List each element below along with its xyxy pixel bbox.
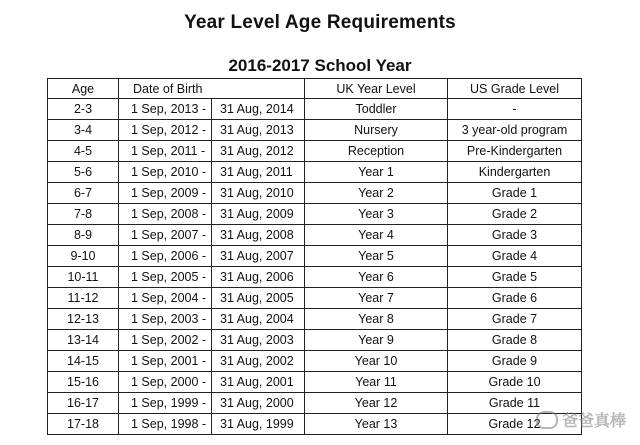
table-row [48, 141, 582, 162]
dob-to-cell: 31 Aug, 2000 [212, 393, 305, 414]
age-cell: 2-3 [48, 99, 119, 120]
us-grade-cell: Grade 7 [448, 309, 582, 330]
table-row [48, 225, 582, 246]
us-grade-cell: Grade 4 [448, 246, 582, 267]
uk-level-cell: Year 4 [305, 225, 448, 246]
age-cell: 10-11 [48, 267, 119, 288]
table-row [48, 309, 582, 330]
dob-from-cell: 1 Sep, 2008 - [119, 204, 212, 225]
dob-to-cell: 31 Aug, 1999 [212, 414, 305, 435]
age-cell: 3-4 [48, 120, 119, 141]
uk-level-cell: Year 10 [305, 351, 448, 372]
page-subtitle: 2016-2017 School Year [228, 56, 412, 75]
us-grade-cell: Grade 10 [448, 372, 582, 393]
age-cell: 5-6 [48, 162, 119, 183]
uk-level-cell: Year 12 [305, 393, 448, 414]
dob-from-cell: 1 Sep, 2005 - [119, 267, 212, 288]
uk-level-cell: Year 2 [305, 183, 448, 204]
dob-to-cell: 31 Aug, 2001 [212, 372, 305, 393]
table-row [48, 267, 582, 288]
age-cell: 14-15 [48, 351, 119, 372]
header-uk-year-level: UK Year Level [305, 79, 448, 99]
table-body [48, 99, 582, 435]
table-row [48, 414, 582, 435]
uk-level-cell: Year 3 [305, 204, 448, 225]
us-grade-cell: Grade 11 [448, 393, 582, 414]
us-grade-cell: Grade 9 [448, 351, 582, 372]
dob-to-cell: 31 Aug, 2009 [212, 204, 305, 225]
uk-level-cell: Year 1 [305, 162, 448, 183]
age-cell: 13-14 [48, 330, 119, 351]
uk-level-cell: Nursery [305, 120, 448, 141]
header-age: Age [48, 79, 119, 99]
dob-from-cell: 1 Sep, 2000 - [119, 372, 212, 393]
dob-to-cell: 31 Aug, 2012 [212, 141, 305, 162]
table-row [48, 162, 582, 183]
us-grade-cell: Pre-Kindergarten [448, 141, 582, 162]
table-row [48, 99, 582, 120]
table-row [48, 372, 582, 393]
wechat-icon [536, 411, 558, 429]
dob-to-cell: 31 Aug, 2013 [212, 120, 305, 141]
header-us-grade-level: US Grade Level [448, 79, 582, 99]
us-grade-cell: Grade 8 [448, 330, 582, 351]
dob-to-cell: 31 Aug, 2004 [212, 309, 305, 330]
us-grade-cell: Grade 3 [448, 225, 582, 246]
us-grade-cell: Grade 5 [448, 267, 582, 288]
dob-from-cell: 1 Sep, 2009 - [119, 183, 212, 204]
page-title: Year Level Age Requirements [184, 12, 456, 33]
uk-level-cell: Year 9 [305, 330, 448, 351]
dob-to-cell: 31 Aug, 2008 [212, 225, 305, 246]
uk-level-cell: Year 8 [305, 309, 448, 330]
dob-to-cell: 31 Aug, 2007 [212, 246, 305, 267]
dob-to-cell: 31 Aug, 2011 [212, 162, 305, 183]
us-grade-cell: Grade 6 [448, 288, 582, 309]
dob-from-cell: 1 Sep, 2013 - [119, 99, 212, 120]
age-cell: 9-10 [48, 246, 119, 267]
dob-from-cell: 1 Sep, 1998 - [119, 414, 212, 435]
uk-level-cell: Year 6 [305, 267, 448, 288]
table-row [48, 288, 582, 309]
table-row [48, 393, 582, 414]
us-grade-cell: 3 year-old program [448, 120, 582, 141]
table-row [48, 204, 582, 225]
dob-to-cell: 31 Aug, 2005 [212, 288, 305, 309]
age-cell: 7-8 [48, 204, 119, 225]
dob-to-cell: 31 Aug, 2014 [212, 99, 305, 120]
us-grade-cell: Grade 2 [448, 204, 582, 225]
uk-level-cell: Toddler [305, 99, 448, 120]
uk-level-cell: Year 7 [305, 288, 448, 309]
dob-from-cell: 1 Sep, 2004 - [119, 288, 212, 309]
dob-from-cell: 1 Sep, 2003 - [119, 309, 212, 330]
age-cell: 17-18 [48, 414, 119, 435]
dob-to-cell: 31 Aug, 2002 [212, 351, 305, 372]
watermark [536, 408, 626, 431]
age-cell: 8-9 [48, 225, 119, 246]
dob-from-cell: 1 Sep, 2006 - [119, 246, 212, 267]
table-row [48, 351, 582, 372]
uk-level-cell: Year 5 [305, 246, 448, 267]
age-cell: 15-16 [48, 372, 119, 393]
dob-from-cell: 1 Sep, 2012 - [119, 120, 212, 141]
watermark-text: 爸爸真棒 [561, 413, 626, 430]
age-requirements-table [47, 78, 582, 435]
dob-from-cell: 1 Sep, 2010 - [119, 162, 212, 183]
table-row [48, 183, 582, 204]
age-cell: 6-7 [48, 183, 119, 204]
age-cell: 16-17 [48, 393, 119, 414]
table-row [48, 330, 582, 351]
table-row [48, 246, 582, 267]
header-date-of-birth: Date of Birth [119, 79, 305, 99]
dob-from-cell: 1 Sep, 1999 - [119, 393, 212, 414]
dob-from-cell: 1 Sep, 2007 - [119, 225, 212, 246]
uk-level-cell: Year 11 [305, 372, 448, 393]
uk-level-cell: Year 13 [305, 414, 448, 435]
uk-level-cell: Reception [305, 141, 448, 162]
us-grade-cell: - [448, 99, 582, 120]
age-cell: 12-13 [48, 309, 119, 330]
us-grade-cell: Kindergarten [448, 162, 582, 183]
age-cell: 4-5 [48, 141, 119, 162]
dob-from-cell: 1 Sep, 2001 - [119, 351, 212, 372]
dob-to-cell: 31 Aug, 2003 [212, 330, 305, 351]
age-cell: 11-12 [48, 288, 119, 309]
dob-to-cell: 31 Aug, 2010 [212, 183, 305, 204]
us-grade-cell: Grade 1 [448, 183, 582, 204]
dob-from-cell: 1 Sep, 2011 - [119, 141, 212, 162]
dob-from-cell: 1 Sep, 2002 - [119, 330, 212, 351]
table-row [48, 120, 582, 141]
table-header-row [48, 79, 582, 99]
us-grade-cell: Grade 12 [448, 414, 582, 435]
dob-to-cell: 31 Aug, 2006 [212, 267, 305, 288]
